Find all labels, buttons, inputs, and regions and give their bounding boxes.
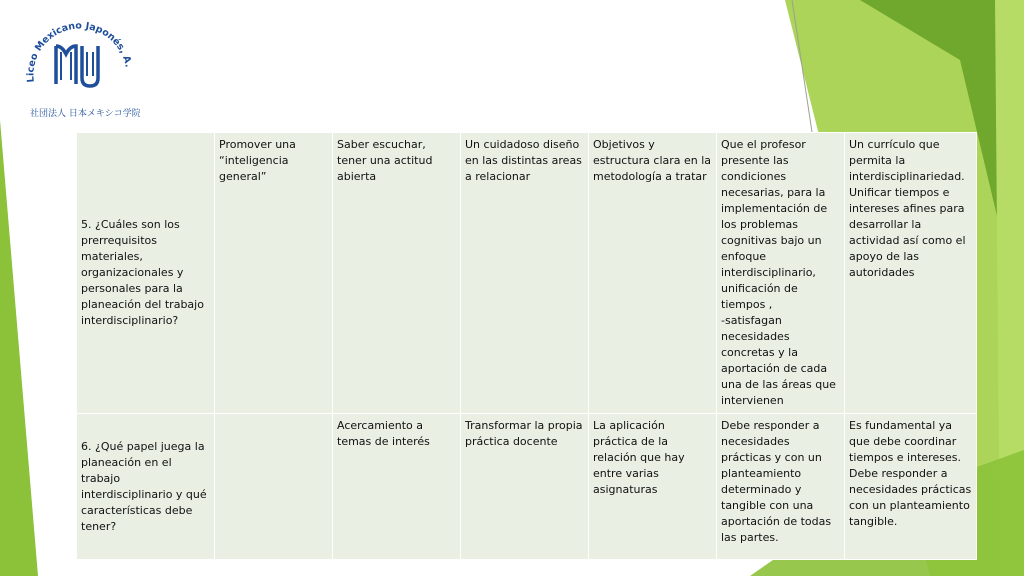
table-cell: Un currículo que permita la interdisciplinariedad. Unificar tiempos e intereses afines para desarrollar la actividad así como el apoyo de las autoridades: [845, 133, 977, 414]
green-shape-left: [0, 120, 38, 576]
logo-mark: [54, 44, 104, 88]
table-cell: Promover una “inteligencia general”: [215, 133, 333, 414]
table-cell: Saber escuchar, tener una actitud abierta: [333, 133, 461, 414]
table-cell: Es fundamental ya que debe coordinar tiempos e intereses. Debe responder a necesidades prácticas con un planteamiento tangible.: [845, 414, 977, 560]
question-cell: 5. ¿Cuáles son los prerrequisitos materiales, organizacionales y personales para la planeación del trabajo interdisciplinario?: [77, 133, 215, 414]
table-cell: Objetivos y estructura clara en la metodología a tratar: [589, 133, 717, 414]
table-row: [77, 133, 977, 414]
table-cell: Transformar la propia práctica docente: [461, 414, 589, 560]
logo-graphic: [20, 14, 140, 124]
table-cell: Un cuidadoso diseño en las distintas areas a relacionar: [461, 133, 589, 414]
logo-japanese-text: 社団法人 日本メキシコ学院: [30, 109, 140, 119]
table-cell: Que el profesor presente las condiciones necesarias, para la implementación de los problemas cognitivas bajo un enfoque interdisciplinario, unificación de tiempos , -satisfagan necesidades concretas y la aportación de cada una de las áreas que intervienen: [717, 133, 845, 414]
table-cell: Acercamiento a temas de interés: [333, 414, 461, 560]
question-cell: 6. ¿Qué papel juega la planeación en el trabajo interdisciplinario y qué características debe tener?: [77, 414, 215, 560]
table-cell: La aplicación práctica de la relación que hay entre varias asignaturas: [589, 414, 717, 560]
table-cell-empty: [215, 414, 333, 560]
logo-arc-text: Liceo Mexicano Japonés, A.: [25, 20, 134, 83]
table-row: [77, 414, 977, 560]
school-logo: [20, 14, 140, 124]
planning-table: [76, 132, 977, 560]
table-cell: Debe responder a necesidades prácticas y con un planteamiento determinado y tangible con una aportación de todas las partes.: [717, 414, 845, 560]
